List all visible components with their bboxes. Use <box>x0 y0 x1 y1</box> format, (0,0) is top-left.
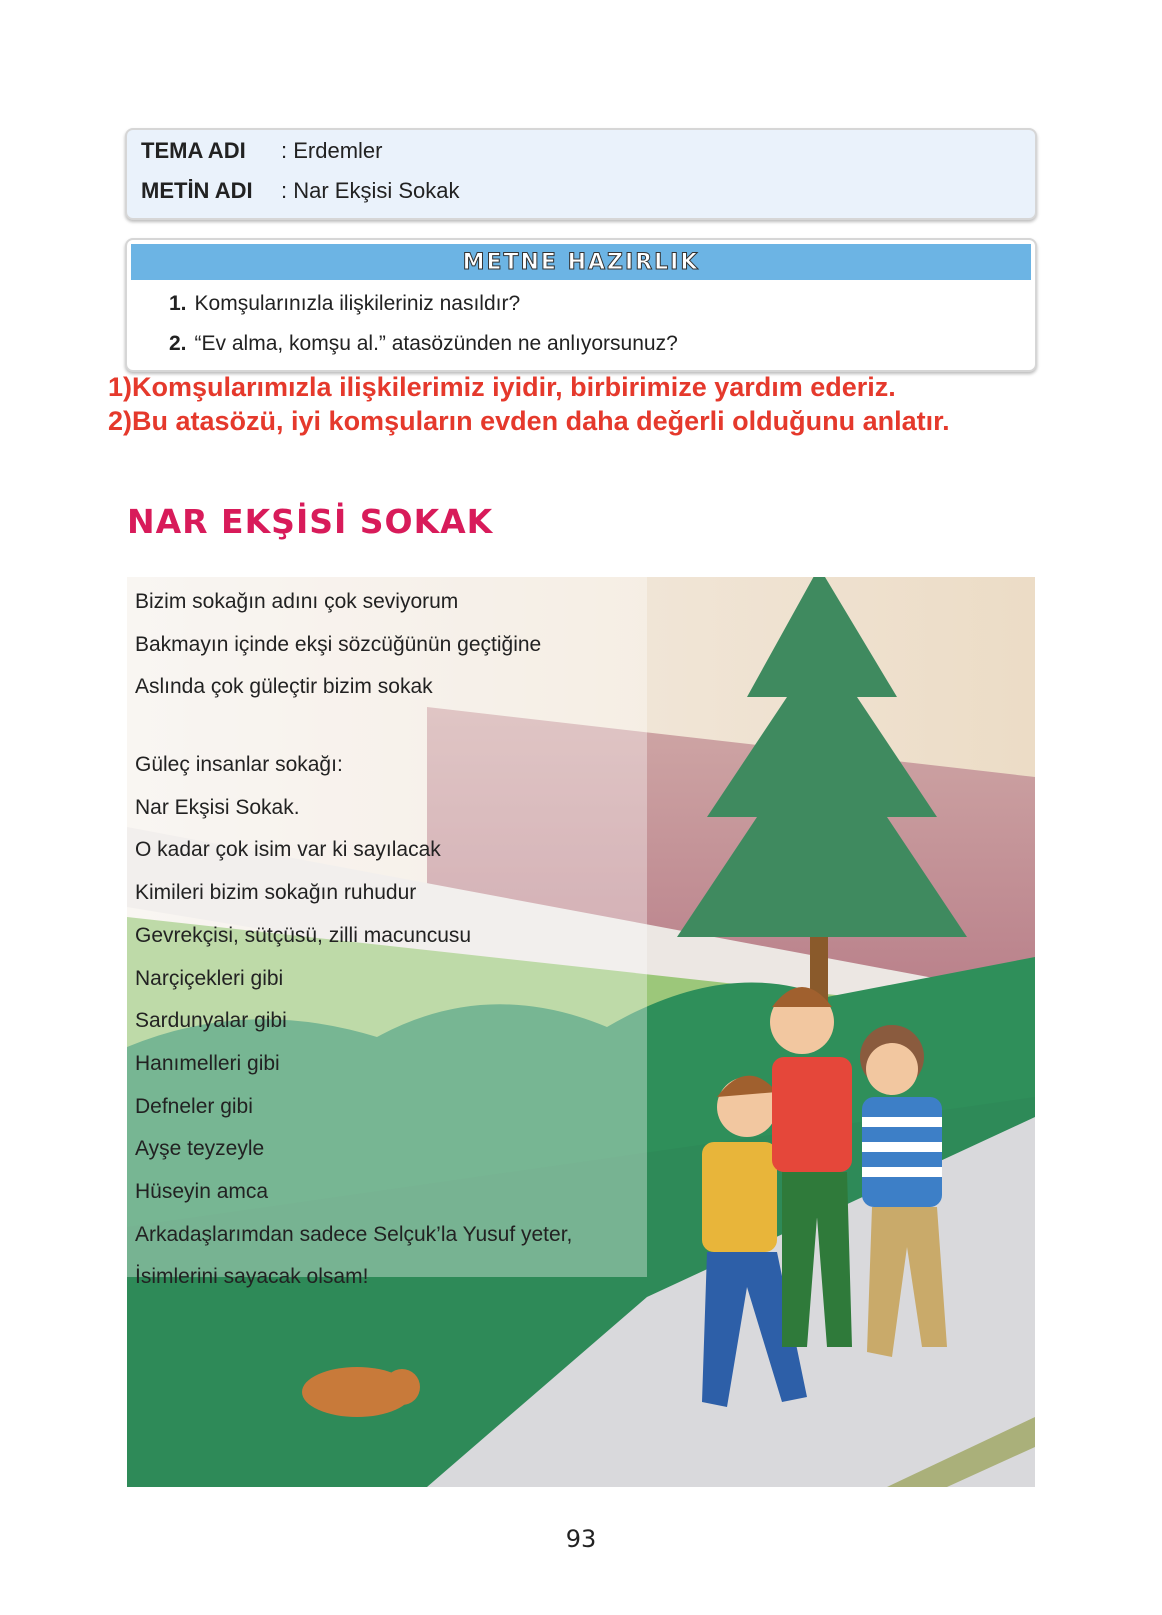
poem-line: Sardunyalar gibi <box>135 1009 287 1033</box>
question-text: Komşularınızla ilişkileriniz nasıldır? <box>194 292 521 315</box>
poem-line: Narçiçekleri gibi <box>135 966 284 990</box>
question-number: 1. <box>169 292 187 315</box>
prep-box <box>125 238 1037 372</box>
poem-line: Bakmayın içinde ekşi sözcüğünün geçtiğine <box>135 632 542 656</box>
poem-line: O kadar çok isim var ki sayılacak <box>135 838 441 862</box>
question-1 <box>169 292 520 316</box>
question-text: “Ev alma, komşu al.” atasözünden ne anlıyorsunuz? <box>194 332 678 355</box>
poem-line: Ayşe teyzeyle <box>135 1137 265 1161</box>
question-2 <box>169 332 678 356</box>
poem-line: Hanımelleri gibi <box>135 1051 280 1075</box>
theme-row <box>141 138 382 164</box>
theme-label: TEMA ADI <box>141 138 246 163</box>
page-number: 93 <box>565 1525 597 1553</box>
poem-text <box>135 587 572 1305</box>
poem-line: Hüseyin amca <box>135 1179 269 1203</box>
poem-line: Aslında çok güleçtir bizim sokak <box>135 675 433 699</box>
text-row <box>141 178 460 204</box>
stanza-break <box>135 715 572 750</box>
prep-header-text: METNE HAZIRLIK <box>462 250 700 275</box>
poem-title: NAR EKŞİSİ SOKAK <box>127 502 494 541</box>
poem-line: Gevrekçisi, sütçüsü, zilli macuncusu <box>135 923 472 947</box>
info-box <box>125 128 1037 220</box>
text-value: : Nar Ekşisi Sokak <box>281 178 460 203</box>
question-number: 2. <box>169 332 187 355</box>
poem-line: İsimlerini sayacak olsam! <box>135 1265 369 1289</box>
poem-line: Bizim sokağın adını çok seviyorum <box>135 590 459 613</box>
text-label: METİN ADI <box>141 178 253 203</box>
poem-line: Nar Ekşisi Sokak. <box>135 795 300 819</box>
theme-value: : Erdemler <box>281 138 383 163</box>
prep-header <box>131 244 1031 280</box>
poem-line: Güleç insanlar sokağı: <box>135 753 343 777</box>
answer-1: 1)Komşularımızla ilişkilerimiz iyidir, birbirimize yardım ederiz. <box>108 372 896 402</box>
poem-line: Kimileri bizim sokağın ruhudur <box>135 881 417 905</box>
poem-line: Defneler gibi <box>135 1094 253 1118</box>
poem-line: Arkadaşlarımdan sadece Selçuk’la Yusuf yeter, <box>135 1222 573 1246</box>
poem-illustration <box>127 577 1035 1487</box>
answer-2: 2)Bu atasözü, iyi komşuların evden daha değerli olduğunu anlatır. <box>108 406 950 436</box>
